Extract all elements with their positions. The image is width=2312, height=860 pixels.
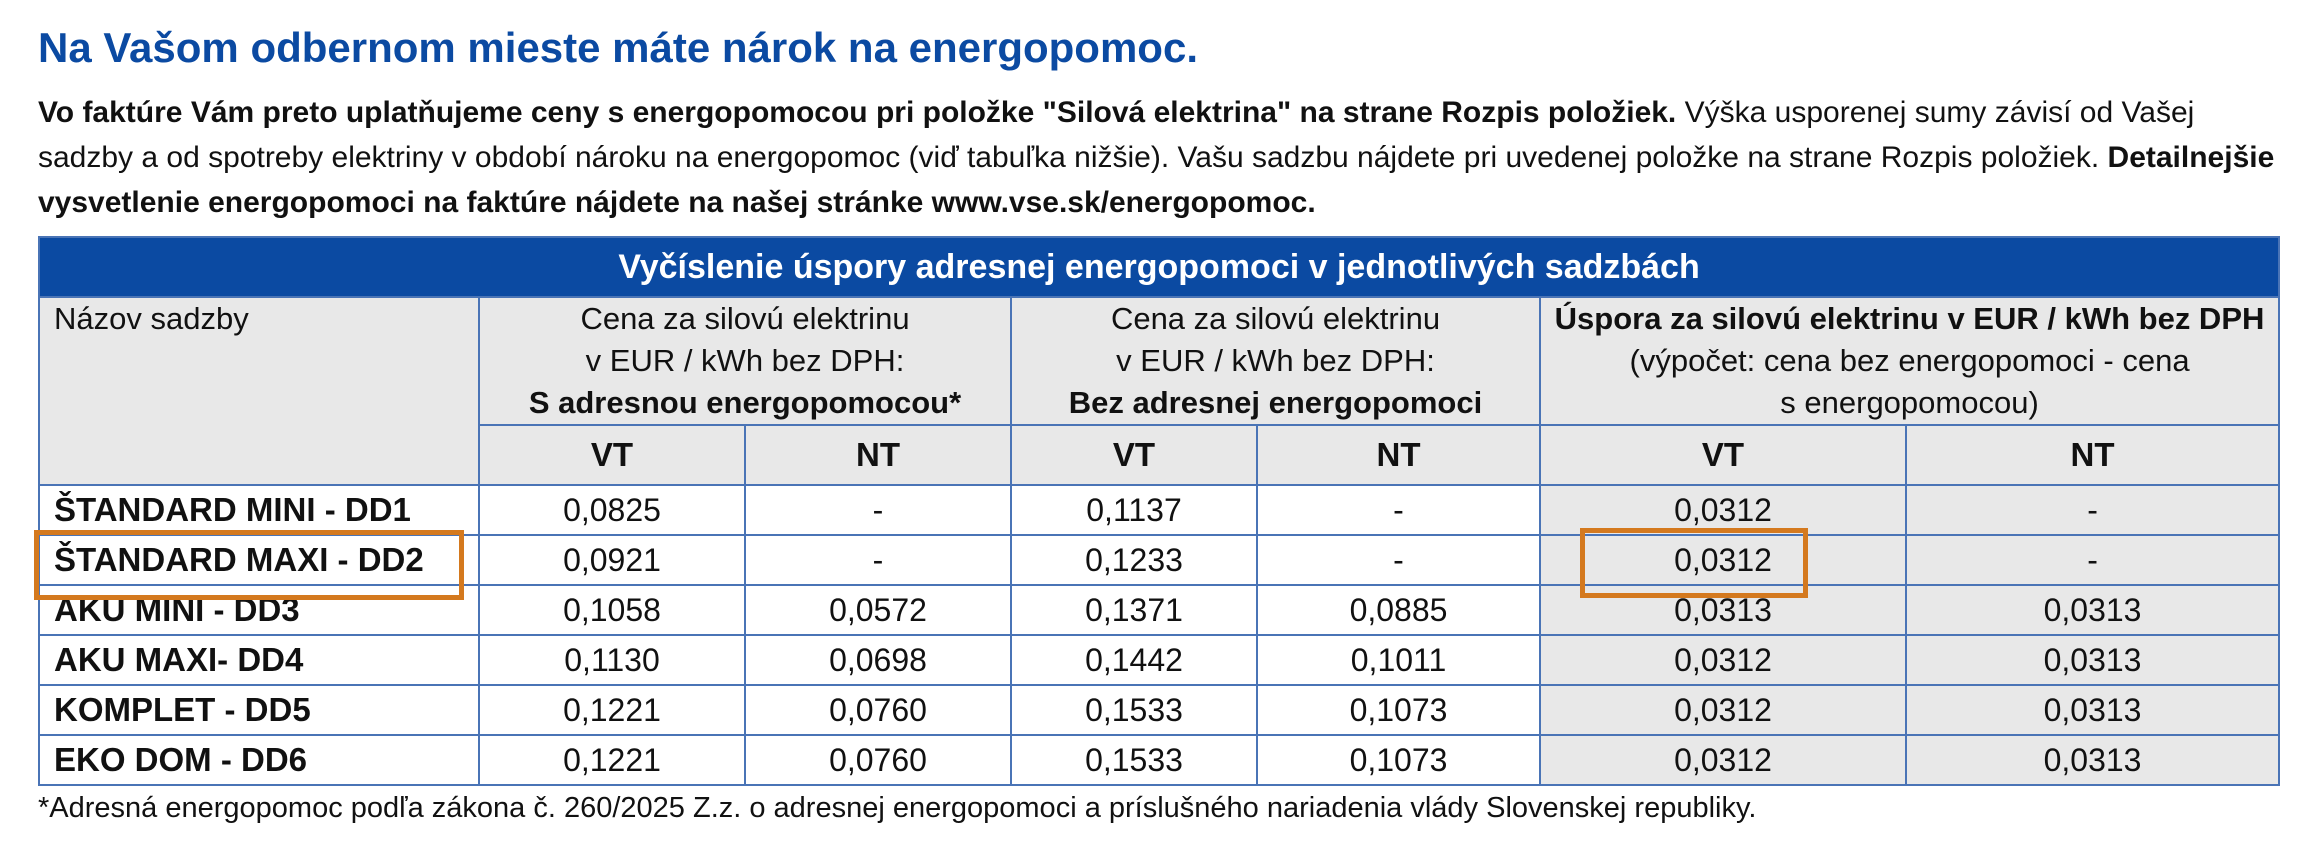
table-row (39, 685, 2279, 735)
cell-save-vt: 0,0312 (1540, 685, 1906, 735)
header-with-aid-line3: S adresnou energopomocou* (528, 385, 962, 420)
cell-name: ŠTANDARD MINI - DD1 (39, 485, 479, 535)
header-saving-line1: Úspora za silovú elektrinu v EUR / kWh bez DPH (1554, 301, 2265, 336)
cell-name: ŠTANDARD MAXI - DD2 (39, 535, 479, 585)
intro-paragraph (38, 90, 2278, 225)
cell-without-vt: 0,1533 (1011, 685, 1257, 735)
sub-header-vt: VT (479, 425, 745, 485)
cell-name: AKU MINI - DD3 (39, 585, 479, 635)
cell-save-nt: 0,0313 (1906, 635, 2279, 685)
header-without-aid-line3: Bez adresnej energopomoci (1068, 385, 1483, 420)
cell-without-vt: 0,1371 (1011, 585, 1257, 635)
cell-save-vt: 0,0312 (1540, 735, 1906, 785)
cell-with-vt: 0,0921 (479, 535, 745, 585)
sub-header-nt: NT (1906, 425, 2279, 485)
cell-name: AKU MAXI- DD4 (39, 635, 479, 685)
cell-with-vt: 0,0825 (479, 485, 745, 535)
cell-save-nt: - (1906, 485, 2279, 535)
cell-without-vt: 0,1137 (1011, 485, 1257, 535)
cell-save-vt: 0,0312 (1540, 485, 1906, 535)
cell-save-nt: 0,0313 (1906, 735, 2279, 785)
cell-save-vt: 0,0312 (1540, 535, 1906, 585)
header-saving-line2: (výpočet: cena bez energopomoci - cena (1629, 343, 2190, 378)
highlight-box-rate (34, 530, 464, 600)
sub-header-nt: NT (1257, 425, 1540, 485)
sub-header-nt: NT (745, 425, 1011, 485)
intro-bold-1: Vo faktúre Vám preto uplatňujeme ceny s energopomocou pri položke "Silová elektrina" na strane Rozpis položiek. (38, 96, 1677, 129)
cell-save-nt: - (1906, 535, 2279, 585)
cell-without-vt: 0,1233 (1011, 535, 1257, 585)
cell-with-vt: 0,1221 (479, 735, 745, 785)
header-saving (1540, 297, 2279, 425)
cell-with-nt: 0,0572 (745, 585, 1011, 635)
page-title: Na Vašom odbernom mieste máte nárok na energopomoc. (38, 24, 1198, 71)
header-with-aid-line2: v EUR / kWh bez DPH: (585, 343, 905, 378)
cell-without-nt: 0,0885 (1257, 585, 1540, 635)
table-caption: Vyčíslenie úspory adresnej energopomoci v jednotlivých sadzbách (39, 237, 2279, 297)
highlight-box-saving (1580, 528, 1808, 598)
header-without-aid-line1: Cena za silovú elektrinu (1110, 301, 1441, 336)
cell-save-vt: 0,0313 (1540, 585, 1906, 635)
table-row (39, 635, 2279, 685)
cell-save-nt: 0,0313 (1906, 685, 2279, 735)
cell-save-vt: 0,0312 (1540, 635, 1906, 685)
cell-with-vt: 0,1058 (479, 585, 745, 635)
cell-with-nt: - (745, 535, 1011, 585)
cell-save-nt: 0,0313 (1906, 585, 2279, 635)
cell-name: KOMPLET - DD5 (39, 685, 479, 735)
sub-header-vt: VT (1540, 425, 1906, 485)
table-row (39, 735, 2279, 785)
sub-header-vt: VT (1011, 425, 1257, 485)
intro-text: Výška usporenej sumy závisí od Vašej sadzby a od spotreby elektriny v období nároku na energopomoc (viď tabuľka nižšie). Vašu sadzbu nájdete pri uvedenej položke na strane Rozpis položiek. (38, 96, 2195, 174)
cell-without-nt: 0,1073 (1257, 685, 1540, 735)
cell-with-nt: 0,0760 (745, 685, 1011, 735)
header-rate-name: Názov sadzby (39, 297, 479, 485)
cell-without-nt: - (1257, 535, 1540, 585)
cell-with-nt: 0,0760 (745, 735, 1011, 785)
header-without-aid-line2: v EUR / kWh bez DPH: (1116, 343, 1435, 378)
cell-with-nt: 0,0698 (745, 635, 1011, 685)
cell-without-vt: 0,1533 (1011, 735, 1257, 785)
header-with-aid-line1: Cena za silovú elektrinu (580, 301, 910, 336)
header-without-aid (1011, 297, 1540, 425)
header-saving-line3: s energopomocou) (1780, 385, 2039, 420)
header-with-aid (479, 297, 1011, 425)
intro-bold-2: Detailnejšie vysvetlenie energopomoci na faktúre nájdete na našej stránke www.vse.sk/energopomoc. (38, 141, 2275, 219)
cell-without-nt: - (1257, 485, 1540, 535)
cell-without-nt: 0,1011 (1257, 635, 1540, 685)
cell-name: EKO DOM - DD6 (39, 735, 479, 785)
cell-with-vt: 0,1130 (479, 635, 745, 685)
table-row (39, 485, 2279, 535)
cell-without-vt: 0,1442 (1011, 635, 1257, 685)
savings-table (38, 236, 2280, 786)
footnote: *Adresná energopomoc podľa zákona č. 260/2025 Z.z. o adresnej energopomoci a príslušného nariadenia vlády Slovenskej republiky. (38, 792, 1757, 824)
cell-with-vt: 0,1221 (479, 685, 745, 735)
cell-with-nt: - (745, 485, 1011, 535)
cell-without-nt: 0,1073 (1257, 735, 1540, 785)
